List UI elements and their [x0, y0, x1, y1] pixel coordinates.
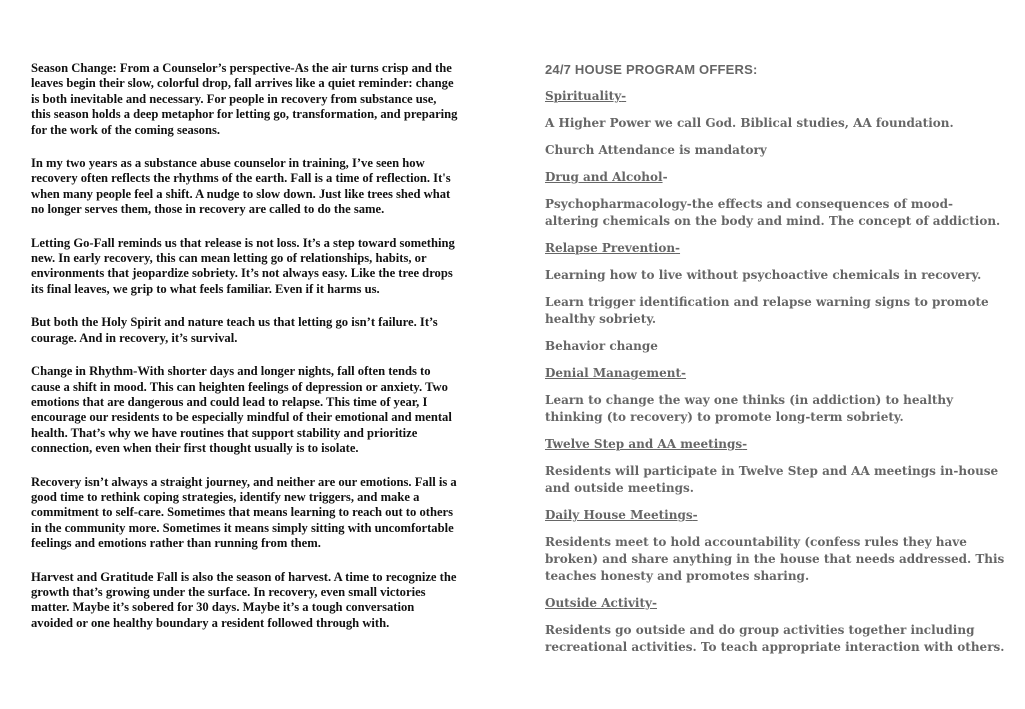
section-body: Learn trigger identification and relapse warning signs to promote healthy sobriety.	[545, 295, 989, 326]
section-body: Learn to change the way one thinks (in addiction) to healthy thinking (to recovery) to promote long-term sobriety.	[545, 393, 954, 424]
section-title-dash: -	[742, 437, 748, 451]
section-body: Learning how to live without psychoactive chemicals in recovery.	[545, 268, 982, 282]
section-body: A Higher Power we call God. Biblical studies, AA foundation.	[545, 116, 954, 130]
section-title	[545, 507, 1005, 524]
section-body: Residents meet to hold accountability (confess rules they have broken) and share anything in the house that needs addressed. This teaches honesty and promotes sharing.	[545, 535, 1005, 583]
article-paragraph: Season Change: From a Counselor’s perspective-As the air turns crisp and the leaves begin their slow, colorful drop, fall arrives like a quiet reminder: change is both inevitable and necessary. For people in recovery from substance use, this season holds a deep metaphor for letting go, transformation, and preparing for the work of the coming seasons.	[31, 61, 458, 137]
section-title-dash: -	[621, 89, 627, 103]
section-body: Psychopharmacology-the effects and consequences of mood-altering chemicals on the body and mind. The concept of addiction.	[545, 197, 1001, 228]
section-title	[545, 169, 1005, 186]
section-body: Residents will participate in Twelve Step and AA meetings in-house and outside meetings.	[545, 464, 999, 495]
section-title-dash: -	[675, 241, 681, 255]
section-title-text: Relapse Prevention	[545, 241, 676, 255]
section-title	[545, 240, 1005, 257]
section-title-dash: -	[692, 508, 698, 522]
section-title-text: Denial Management	[545, 366, 682, 380]
section-title-text: Spirituality	[545, 89, 622, 103]
section-title	[545, 436, 1005, 453]
section-body: Behavior change	[545, 339, 658, 353]
section-title-text: Twelve Step and AA meetings	[545, 437, 743, 451]
article-paragraph: Letting Go-Fall reminds us that release is not loss. It’s a step toward something new. In early recovery, this can mean letting go of relationships, habits, or environments that jeopardize sobriety. It’s not always easy. Like the tree drops its final leaves, we grip to what feels familiar. Even if it harms us.	[31, 235, 455, 296]
section-title-text: Daily House Meetings	[545, 508, 693, 522]
program-sections	[545, 88, 1005, 656]
counselor-article	[31, 61, 459, 649]
section-title-text: Drug and Alcohol	[545, 170, 663, 184]
section-body: Church Attendance is mandatory	[545, 143, 767, 157]
article-paragraph: Harvest and Gratitude Fall is also the season of harvest. A time to recognize the growth that’s growing under the surface. In recovery, even small victories matter. Maybe it’s sobered for 30 days. Maybe it’s a tough conversation avoided or one healthy boundary a resident followed through with.	[31, 569, 457, 630]
section-body: Residents go outside and do group activities together including recreational activities. To teach appropriate interaction with others.	[545, 623, 1005, 654]
program-offers-heading: 24/7 HOUSE PROGRAM OFFERS:	[545, 62, 758, 77]
section-title-dash: -	[662, 170, 668, 184]
section-title	[545, 595, 1005, 612]
section-title	[545, 88, 1005, 105]
article-paragraph: Change in Rhythm-With shorter days and longer nights, fall often tends to cause a shift in mood. This can heighten feelings of depression or anxiety. Two emotions that are dangerous and could lead to relapse. This time of year, I encourage our residents to be especially mindful of their emotional and mental health. That’s why we have routines that support stability and prioritize connection, even when their first thought usually is to isolate.	[31, 364, 452, 456]
article-paragraph: But both the Holy Spirit and nature teach us that letting go isn’t failure. It’s courage. And in recovery, it’s survival.	[31, 315, 438, 345]
section-title-dash: -	[681, 366, 687, 380]
section-title-dash: -	[652, 596, 657, 610]
section-title	[545, 365, 1005, 382]
program-offers	[545, 61, 1005, 666]
article-paragraph: In my two years as a substance abuse counselor in training, I’ve seen how recovery often reflects the rhythms of the earth. Fall is a time of reflection. It's when many people feel a shift. A nudge to slow down. Just like trees shed what no longer serves them, those in recovery are called to do the same.	[31, 156, 451, 217]
section-title-text: Outside Activity	[545, 596, 653, 610]
article-paragraph: Recovery isn’t always a straight journey, and neither are our emotions. Fall is a good time to rethink coping strategies, identify new triggers, and make a commitment to self-care. Sometimes that means learning to reach out to others in the community more. Sometimes it means simply sitting with uncomfortable feelings and emotions rather than running from them.	[31, 474, 457, 551]
